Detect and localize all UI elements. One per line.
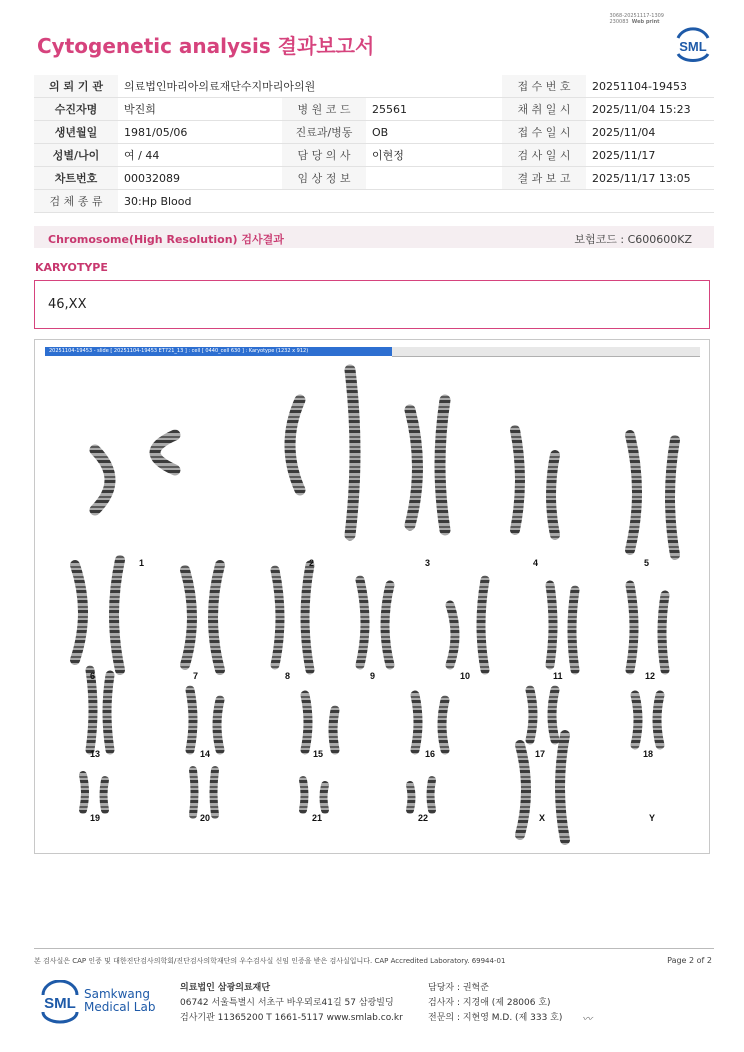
footer-note: 본 검사실은 CAP 인증 및 대한진단검사의학회/진단검사의학재단의 우수검사실 신임 인증을 받은 검사실입니다. CAP Accredited Laboratory. 69944-01 — [34, 957, 506, 965]
print-code — [609, 13, 664, 25]
staff-line: 담당자 : 권혁준 — [428, 983, 489, 993]
info-label: 담 당 의 사 — [282, 144, 366, 167]
chromosome-label: 20 — [200, 813, 211, 823]
karyotype-heading: KARYOTYPE — [35, 261, 108, 274]
chromosome-label: 9 — [370, 671, 376, 681]
chromosome-9 — [385, 585, 390, 665]
chromosome-label: 17 — [535, 749, 546, 759]
report-title: Cytogenetic analysis 결과보고서 — [37, 34, 375, 58]
chromosome-15 — [305, 695, 308, 750]
chromosome-8 — [275, 570, 280, 665]
chromosome-label: 22 — [418, 813, 429, 823]
chromosome-1 — [95, 450, 110, 510]
chromosome-13 — [90, 670, 96, 750]
karyotype-result: 46,XX — [48, 297, 87, 312]
info-label: 수진자명 — [34, 98, 118, 121]
chromosome-7 — [185, 570, 192, 665]
info-label: 차트번호 — [34, 167, 118, 190]
chromosome-label: 6 — [90, 671, 96, 681]
chromosome-12 — [662, 595, 665, 670]
chromosome-7 — [213, 565, 220, 670]
info-value — [366, 167, 502, 190]
chromosome-4 — [515, 430, 520, 530]
info-value: 2025/11/04 — [586, 121, 714, 144]
print-code-line2: 230083 — [609, 19, 629, 25]
insurance-code: 보험코드 : C600600KZ — [574, 233, 692, 246]
chromosome-22 — [431, 780, 433, 810]
chromosome-label: 7 — [193, 671, 199, 681]
chromosome-6 — [75, 565, 83, 660]
chromosome-label: 13 — [90, 749, 101, 759]
info-label: 검 사 일 시 — [502, 144, 586, 167]
info-value: 2025/11/17 — [586, 144, 714, 167]
chromosome-8 — [305, 565, 310, 670]
chromosome-X — [520, 745, 526, 835]
info-value: 의료법인마리아의료재단수지마리아의원 — [118, 75, 502, 98]
svg-text:SML: SML — [679, 39, 707, 54]
chromosome-20 — [193, 770, 195, 815]
chromosome-label: 15 — [313, 749, 324, 759]
chromosome-5 — [670, 440, 675, 555]
chromosome-17 — [552, 690, 555, 740]
chromosome-label: 14 — [200, 749, 211, 759]
chromosome-label: X — [539, 813, 546, 823]
staff-line: 검사자 : 지경애 (제 28006 호) — [428, 998, 551, 1008]
chromosome-14 — [217, 700, 220, 750]
brand-line1: Samkwang — [84, 987, 150, 1001]
info-value: 00032089 — [118, 167, 282, 190]
chromosome-label: 4 — [533, 558, 539, 568]
info-value: 30:Hp Blood — [118, 190, 714, 213]
chromosome-label: Y — [649, 813, 656, 823]
patient-info-table — [34, 75, 714, 213]
chromosome-label: 12 — [645, 671, 656, 681]
org-contact: 검사기관 11365200 T 1661-5117 www.smlab.co.kr — [180, 1013, 403, 1023]
svg-text:SML: SML — [44, 995, 76, 1012]
chromosome-16 — [415, 695, 418, 750]
signature-icon: 〰 — [582, 1014, 592, 1025]
footer-address — [180, 981, 403, 1026]
chromosome-label: 16 — [425, 749, 436, 759]
section-title: Chromosome(High Resolution) 검사결과 — [48, 233, 284, 246]
chromosome-19 — [83, 775, 85, 810]
info-value: 이현정 — [366, 144, 502, 167]
chromosome-label: 10 — [460, 671, 471, 681]
chromosome-15 — [333, 710, 335, 750]
chromosome-5 — [630, 435, 637, 550]
sml-logo-icon — [672, 24, 714, 64]
info-label: 검 체 종 류 — [34, 190, 118, 213]
info-value: 1981/05/06 — [118, 121, 282, 144]
info-row — [34, 167, 714, 190]
result-section-bar — [34, 226, 714, 248]
chromosome-1 — [155, 435, 175, 470]
info-label: 접 수 번 호 — [502, 75, 586, 98]
chromosome-2 — [350, 370, 355, 535]
staff-line: 전문의 : 지현영 M.D. (제 333 호) — [428, 1013, 563, 1023]
karyotype-result-box — [34, 280, 710, 329]
info-label: 의 뢰 기 관 — [34, 75, 118, 98]
info-label: 접 수 일 시 — [502, 121, 586, 144]
info-row — [34, 121, 714, 144]
chromosome-20 — [214, 770, 216, 815]
chromosome-label: 2 — [309, 558, 315, 568]
chromosome-18 — [635, 695, 638, 745]
info-value: 여 / 44 — [118, 144, 282, 167]
chromosome-21 — [324, 785, 326, 810]
info-value: 2025/11/17 13:05 — [586, 167, 714, 190]
info-row — [34, 144, 714, 167]
info-label: 생년월일 — [34, 121, 118, 144]
chromosome-label: 11 — [553, 671, 563, 681]
info-value: 2025/11/04 15:23 — [586, 98, 714, 121]
chromosome-13 — [107, 675, 110, 750]
info-value: OB — [366, 121, 502, 144]
footer-brand — [84, 988, 155, 1014]
web-print-label: Web print — [631, 19, 660, 25]
chromosome-label: 5 — [644, 558, 650, 568]
info-label: 진료과/병동 — [282, 121, 366, 144]
chromosome-label: 3 — [425, 558, 431, 568]
info-row — [34, 75, 714, 98]
sml-footer-logo-icon — [38, 980, 82, 1024]
chromosome-X — [560, 735, 565, 840]
brand-line2: Medical Lab — [84, 1000, 156, 1014]
chromosome-label: 21 — [312, 813, 323, 823]
chromosome-3 — [440, 400, 445, 530]
chromosome-2 — [290, 400, 300, 490]
chromosome-9 — [360, 580, 365, 665]
info-value: 20251104-19453 — [586, 75, 714, 98]
chromosome-label: 8 — [285, 671, 291, 681]
chromosome-12 — [630, 585, 634, 670]
chromosome-label: 18 — [643, 749, 654, 759]
info-row — [34, 98, 714, 121]
chromosome-11 — [550, 585, 553, 665]
image-title-bar: 20251104-19453 - slide [ 20251104-19453 ET721_13 ] : cell [ 0440_cell 630 ] : Karyotype (1232 x 912) — [45, 347, 392, 356]
info-label: 채 취 일 시 — [502, 98, 586, 121]
karyotype-image — [34, 339, 710, 854]
footer-staff — [428, 981, 562, 1026]
chromosome-22 — [410, 785, 412, 810]
chromosome-label: 19 — [90, 813, 101, 823]
chromosome-6 — [114, 560, 120, 670]
info-label: 결 과 보 고 — [502, 167, 586, 190]
chromosome-10 — [450, 605, 455, 665]
org-address: 06742 서울특별시 서초구 바우뫼로41길 57 삼광빌딩 — [180, 998, 394, 1008]
chromosome-17 — [530, 690, 533, 740]
chromosome-4 — [551, 455, 555, 535]
info-row — [34, 190, 714, 213]
chromosome-10 — [481, 580, 485, 670]
info-value: 25561 — [366, 98, 502, 121]
print-code-line1: 3068-20251117-1309 — [609, 13, 664, 19]
page-number: Page 2 of 2 — [667, 956, 712, 965]
info-label: 임 상 정 보 — [282, 167, 366, 190]
chromosome-21 — [303, 780, 305, 810]
chromosome-3 — [410, 410, 418, 525]
info-label: 병 원 코 드 — [282, 98, 366, 121]
chromosome-14 — [190, 690, 193, 750]
chromosome-18 — [657, 695, 660, 745]
info-label: 성별/나이 — [34, 144, 118, 167]
footer-divider — [34, 948, 714, 949]
org-name: 의료법인 삼광의료재단 — [180, 983, 271, 993]
chromosome-label: 1 — [139, 558, 145, 568]
info-value: 박진희 — [118, 98, 282, 121]
chromosome-16 — [442, 700, 445, 750]
chromosome-11 — [572, 590, 575, 670]
chromosome-19 — [104, 780, 106, 810]
chromosome-drawing — [35, 340, 709, 853]
